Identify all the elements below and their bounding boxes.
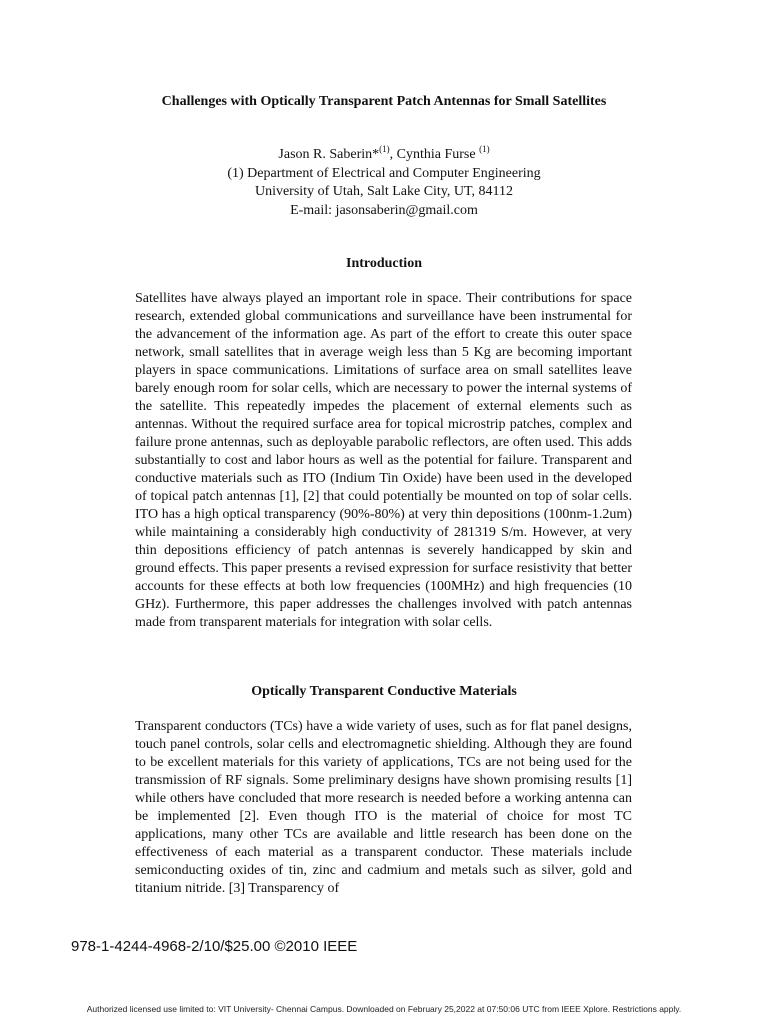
section-body-introduction: Satellites have always played an important role in space. Their contributions for space research, extended global communications and surveillance have been instrumental for the advancement of the information age. As part of the effort to create this outer space network, small satellites that in average weigh less than 5 Kg are becoming important players in space communications. Limitations of surface area on small satellites leave barely enough room for solar cells, which are necessary to power the internal systems of the satellite. This repeatedly impedes the placement of external elements such as antennas. Without the required surface area for topical microstrip patches, complex and failure prone antennas, such as deployable parabolic reflectors, are often used. This adds substantially to cost and labor hours as well as the potential for failure. Transparent and conductive materials such as ITO (Indium Tin Oxide) have been used in the developed of topical patch antennas [1], [2] that could potentially be mounted on top of solar cells. ITO has a high optical transparency (90%-80%) at very thin depositions (100nm-1.2um) while maintaining a considerably high conductivity of 281319 S/m. However, at very thin depositions efficiency of patch antennas is severely handicapped by skin and ground effects. This paper presents a revised expression for surface resistivity that better accounts for these effects at both low frequencies (100MHz) and high frequencies (10 GHz). Furthermore, this paper addresses the challenges involved with patch antennas made from transparent materials for integration with solar cells. [135, 291, 632, 630]
author-affiliation-marker: (1) [479, 144, 490, 154]
author-block [0, 146, 768, 220]
author-name: , Cynthia Furse [389, 147, 476, 162]
license-notice: Authorized licensed use limited to: VIT University- Chennai Campus. Downloaded on February 25,2022 at 07:50:06 UTC from IEEE Xplore. Restrictions apply. [86, 1004, 682, 1014]
address: University of Utah, Salt Lake City, UT, 84112 [254, 184, 514, 199]
author-affiliation-marker: (1) [379, 144, 390, 154]
author-line [0, 146, 768, 165]
section-body-transparent-materials: Transparent conductors (TCs) have a wide variety of uses, such as for flat panel designs, touch panel controls, solar cells and electromagnetic shielding. Although they are found to be excellent materials for this variety of applications, TCs are not being used for the transmission of RF signals. Some preliminary designs have shown promising results [1] while others have concluded that more research is needed before a working antenna can be implemented [2]. Even though ITO is the material of choice for most TC applications, many other TCs are available and little research has been done on the effectiveness of each material as a transparent conductor. These materials include semiconducting oxides of tin, zinc and cadmium and metals such as silver, gold and titanium nitride. [3] Transparency of [135, 719, 632, 896]
email: E-mail: jasonsaberin@gmail.com [290, 202, 478, 218]
affiliation: (1) Department of Electrical and Computer Engineering [227, 165, 541, 181]
section-heading-transparent-materials: Optically Transparent Conductive Materials [251, 684, 517, 699]
copyright-code: 978-1-4244-4968-2/10/$25.00 ©2010 IEEE [71, 938, 358, 955]
paper-title: Challenges with Optically Transparent Patch Antennas for Small Satellites [161, 94, 607, 109]
section-heading-introduction: Introduction [346, 256, 422, 271]
author-name: Jason R. Saberin* [278, 147, 380, 162]
